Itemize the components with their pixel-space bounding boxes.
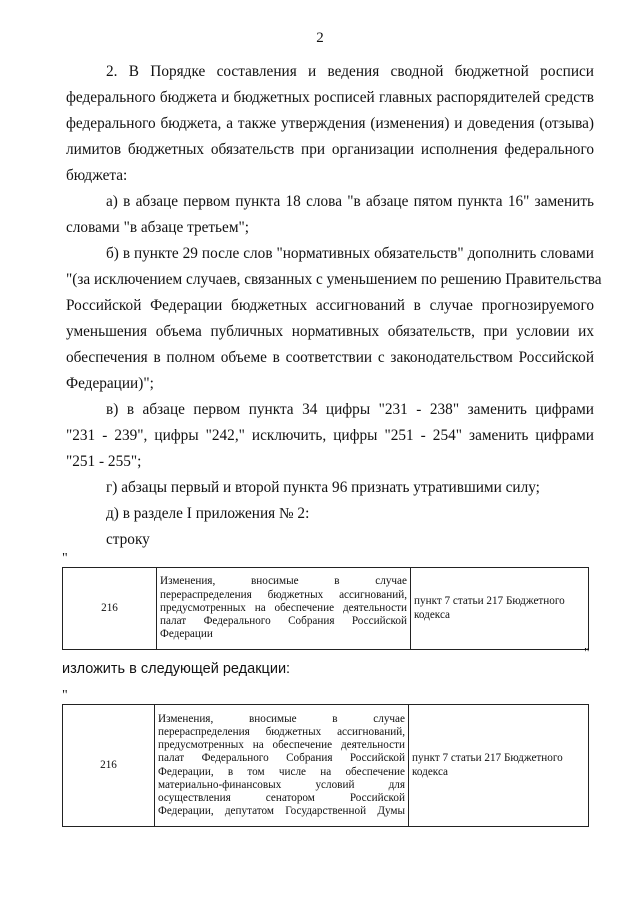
item-a-line-1: а) в абзаце первом пункта 18 слова "в абзаце пятом пункта 16" заменить [106, 193, 594, 210]
table-old-description [157, 568, 411, 650]
table-new-desc-line-7: осуществления сенатором Российской [158, 791, 405, 804]
table-new-row [62, 704, 589, 827]
quote-open-1: " [62, 551, 68, 566]
table-new-desc-line-5: Федерации, в том числе на обеспечение [158, 765, 405, 778]
item-b-line-1: б) в пункте 29 после слов "нормативных обязательств" дополнить словами [106, 245, 594, 262]
stroku-label: строку [106, 531, 150, 548]
table-new-basis-line-1: пункт 7 статьи 217 Бюджетного [412, 752, 563, 765]
table-old-desc-line-3: предусмотренных на обеспечение деятельности [160, 601, 407, 614]
table-new-code: 216 [63, 705, 155, 827]
paragraph-2-line-2: федерального бюджета и бюджетных росписей главных распорядителей средств [66, 89, 594, 106]
table-old-basis [411, 568, 589, 650]
paragraph-2-line-1: 2. В Порядке составления и ведения сводной бюджетной росписи [106, 63, 594, 80]
item-a-line-2: словами "в абзаце третьем"; [66, 219, 250, 236]
table-new-desc-line-3: предусмотренных на обеспечение деятельности [158, 739, 405, 752]
table-old-basis-line-2: кодекса [414, 608, 451, 621]
item-v-line-3: "251 - 255"; [66, 453, 142, 470]
item-b-line-5: обеспечения в полном объеме в соответствии с законодательством Российской [66, 349, 594, 366]
table-new-desc-line-4: палат Федерального Собрания Российской [158, 752, 405, 765]
item-b-line-4: уменьшения объема публичных нормативных обязательств, при условии их [66, 323, 594, 340]
paragraph-2-line-5: бюджета: [66, 167, 128, 184]
item-b-line-2: "(за исключением случаев, связанных с уменьшением по решению Правительства [66, 271, 602, 288]
table-new-desc-line-1: Изменения, вносимые в случае [158, 712, 405, 725]
item-b-line-3: Российской Федерации бюджетных ассигнований в случае прогнозируемого [66, 297, 594, 314]
table-old-desc-line-5: Федерации [160, 628, 213, 641]
table-old-desc-line-2: перераспределения бюджетных ассигнований, [160, 588, 407, 601]
table-new-desc-line-8: Федерации, депутатом Государственной Думы [158, 805, 405, 818]
table-new-desc-line-2: перераспределения бюджетных ассигнований, [158, 725, 405, 738]
item-b-line-6: Федерации)"; [66, 375, 154, 392]
table-old-basis-line-1: пункт 7 статьи 217 Бюджетного [414, 595, 565, 608]
table-old-desc-line-4: палат Федерального Собрания Российской [160, 615, 407, 628]
table-old-row [62, 567, 589, 650]
quote-close-1: " [584, 646, 590, 661]
item-d: д) в разделе I приложения № 2: [106, 505, 310, 522]
page-number: 2 [316, 30, 324, 46]
table-new-basis [409, 705, 589, 827]
item-g: г) абзацы первый и второй пункта 96 признать утратившими силу; [106, 479, 540, 496]
table-new-basis-line-2: кодекса [412, 765, 449, 778]
quote-open-2: " [62, 688, 68, 703]
item-v-line-2: "231 - 239", цифры "242," исключить, цифры "251 - 254" заменить цифрами [66, 427, 594, 444]
izlozhit-label: изложить в следующей редакции: [62, 661, 291, 677]
table-old-code: 216 [63, 568, 157, 650]
table-new-desc-line-6: материально-финансовых условий для [158, 778, 405, 791]
paragraph-2-line-4: лимитов бюджетных обязательств при организации исполнения федерального [66, 141, 594, 158]
paragraph-2-line-3: федерального бюджета, а также утверждения (изменения) и доведения (отзыва) [66, 115, 594, 132]
item-v-line-1: в) в абзаце первом пункта 34 цифры "231 - 238" заменить цифрами [106, 401, 594, 418]
table-new-description [155, 705, 409, 827]
table-old-desc-line-1: Изменения, вносимые в случае [160, 575, 407, 588]
